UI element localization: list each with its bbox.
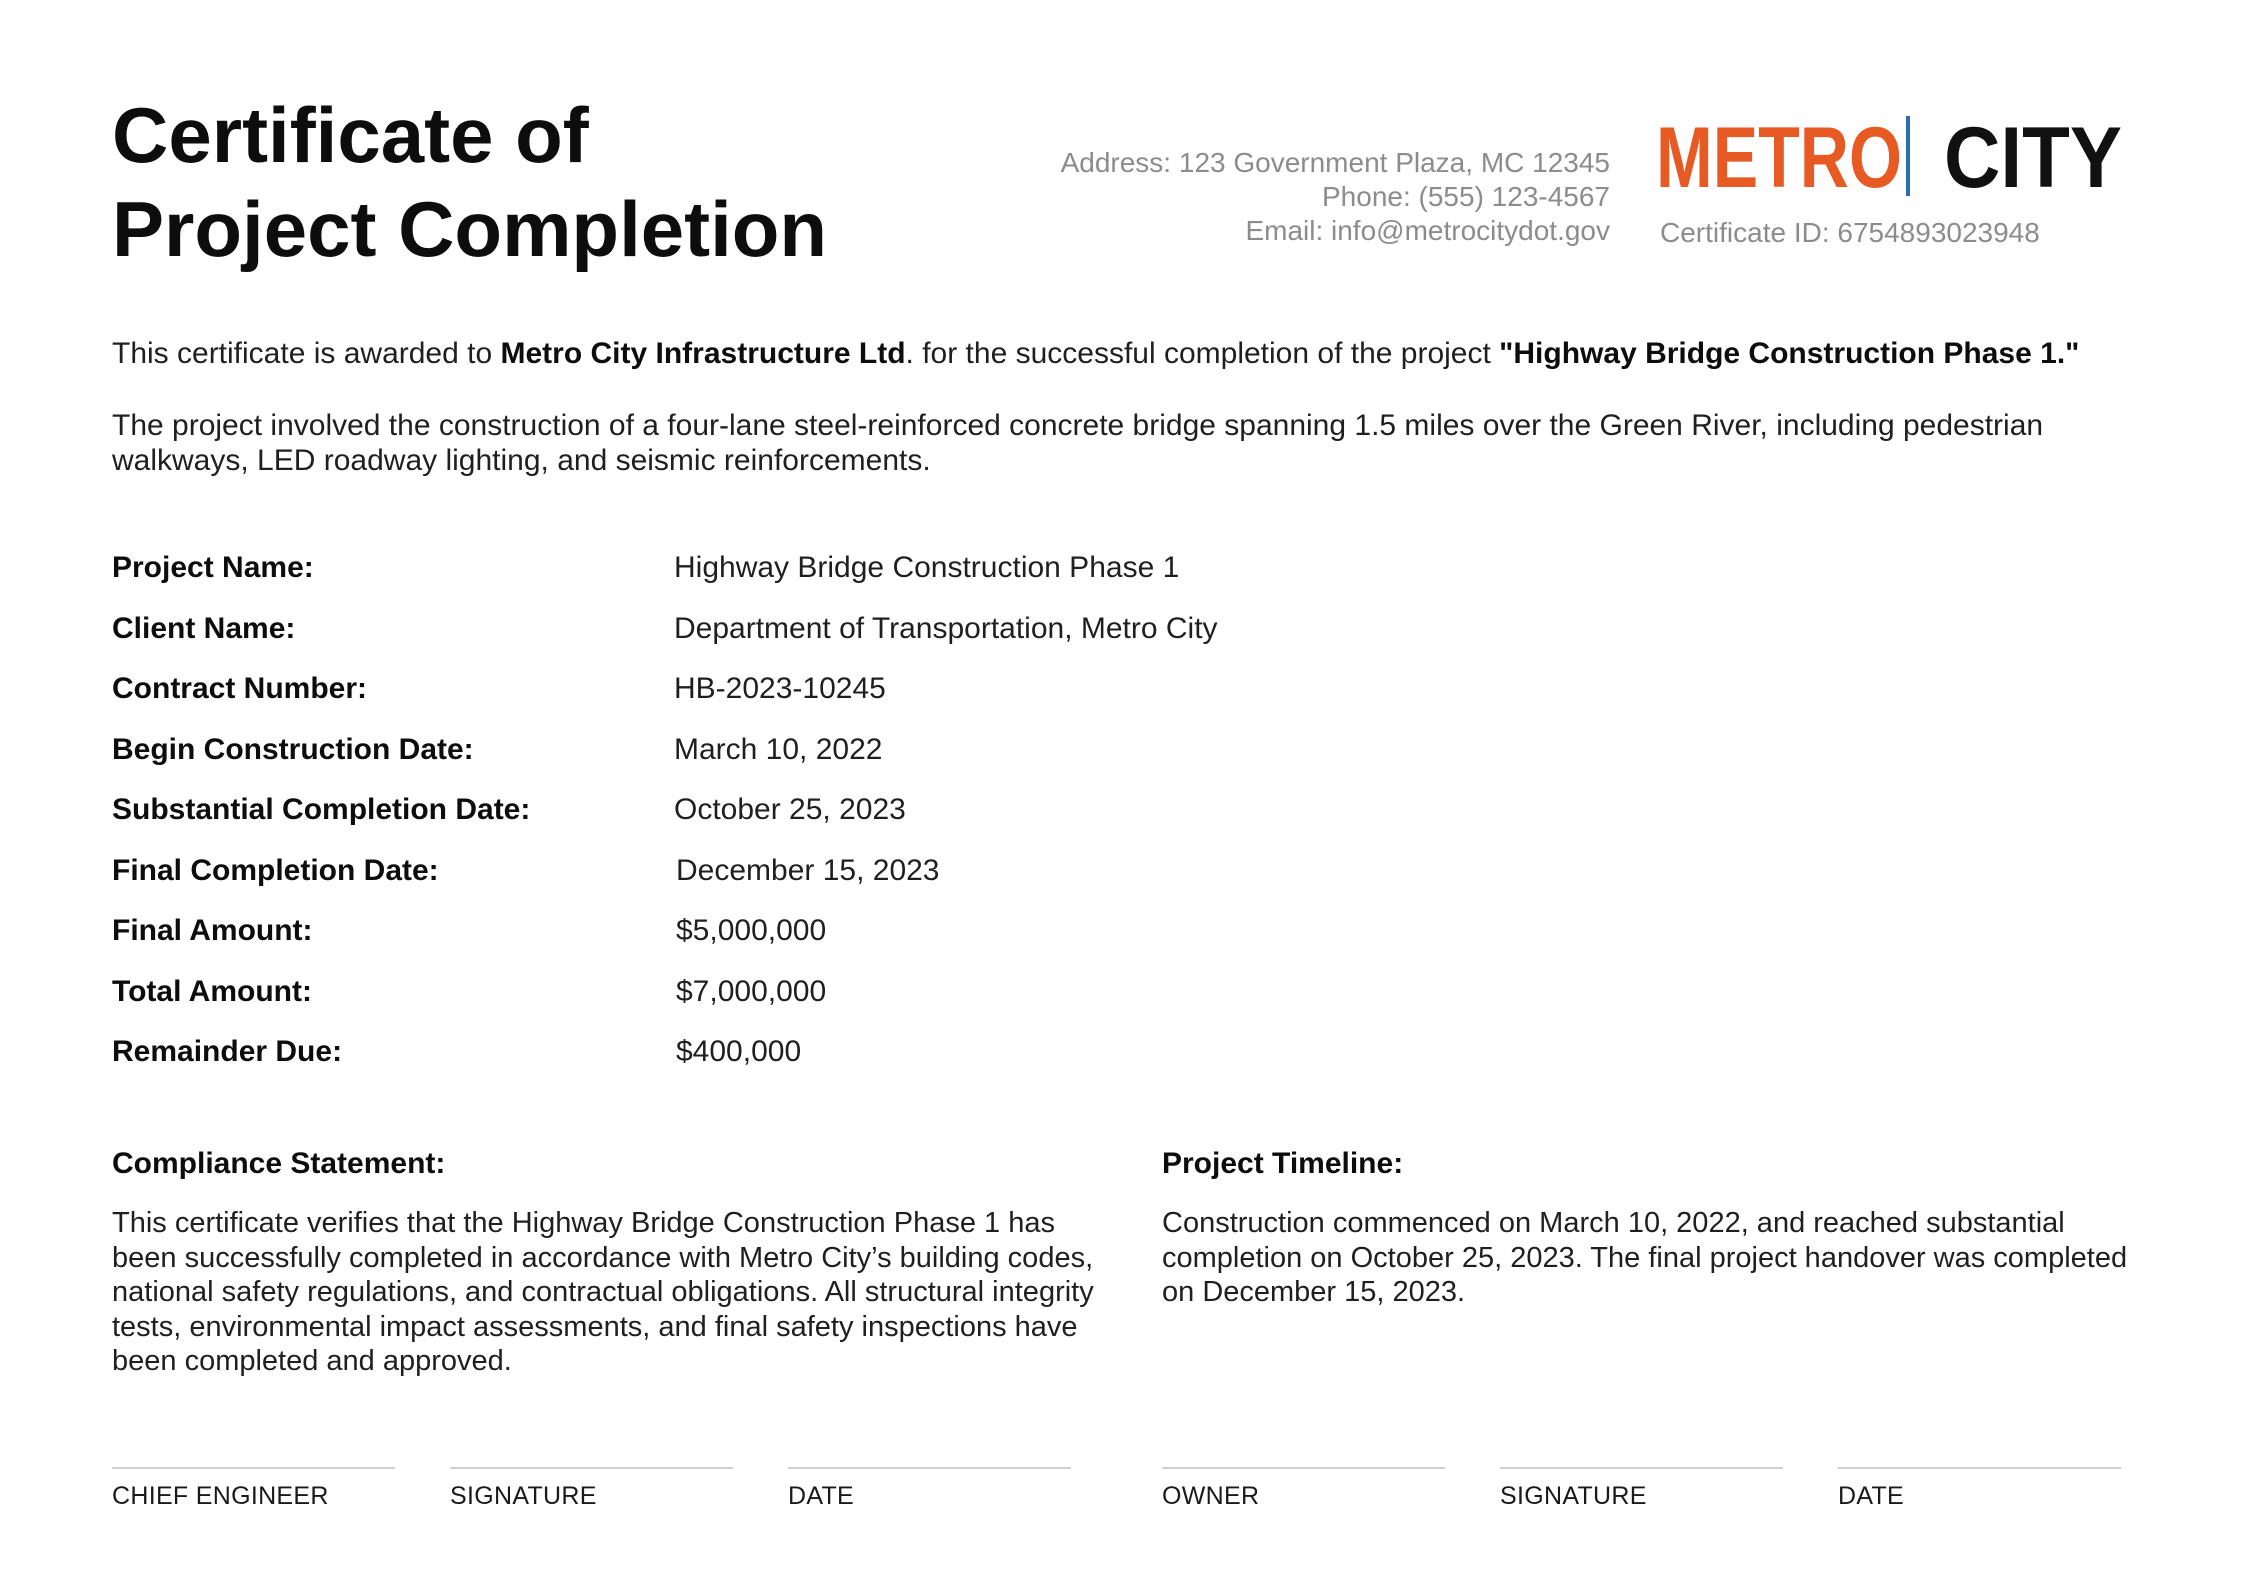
- signature-label: SIGNATURE: [1500, 1482, 1647, 1510]
- detail-label: Final Amount:: [112, 914, 313, 947]
- compliance-heading: Compliance Statement:: [112, 1147, 446, 1180]
- compliance-body: This certificate verifies that the Highway Bridge Construction Phase 1 has been successfully completed in accordance with Metro City’s building codes, national safety regulations, and contractual obligations. All structural integrity tests, environmental impact assessments, and final safety inspections have been completed and approved.: [112, 1207, 1094, 1377]
- signature-line-engineer-date: [788, 1467, 1071, 1511]
- awardee-name: Metro City Infrastructure Ltd: [500, 337, 906, 370]
- award-text-a: This certificate is awarded to: [112, 337, 501, 370]
- detail-value: $400,000: [676, 1035, 802, 1068]
- signature-label: DATE: [1838, 1482, 1905, 1510]
- detail-value: October 25, 2023: [674, 793, 906, 826]
- detail-label: Total Amount:: [112, 974, 312, 1008]
- detail-row: [112, 611, 1312, 672]
- detail-value: March 10, 2022: [674, 732, 883, 766]
- project-quote: "Highway Bridge Construction Phase 1.": [1499, 337, 2080, 370]
- signature-line-engineer-signature: [450, 1467, 733, 1511]
- detail-label: Client Name:: [112, 611, 296, 645]
- signature-line-owner-date: [1838, 1467, 2121, 1511]
- contact-block: [1061, 146, 1610, 248]
- detail-label: Contract Number:: [112, 672, 368, 705]
- detail-label: Project Name:: [112, 551, 314, 584]
- certificate-id: Certificate ID: 6754893023948: [1660, 217, 2040, 248]
- detail-row: [112, 853, 1312, 914]
- title-line-2: Project Completion: [112, 185, 828, 273]
- detail-label: Remainder Due:: [112, 1035, 343, 1068]
- logo-word-city: CITY: [1944, 114, 2122, 198]
- detail-label: Substantial Completion Date:: [112, 793, 531, 826]
- detail-row: [112, 1034, 1312, 1095]
- signature-label: OWNER: [1162, 1482, 1260, 1510]
- project-description: The project involved the construction of a four-lane steel-reinforced concrete bridge spanning 1.5 miles over the Green River, including pedestrian walkways, LED roadway lighting, and seismic reinforcements.: [112, 409, 2044, 477]
- detail-value: December 15, 2023: [676, 853, 940, 887]
- award-statement: [112, 336, 2172, 371]
- signature-line-owner: [1162, 1467, 1445, 1511]
- title-line-1: Certificate of: [112, 91, 589, 179]
- detail-row: [112, 792, 1312, 853]
- signature-line-owner-signature: [1500, 1467, 1783, 1511]
- contact-email: Email: info@metrocitydot.gov: [1245, 215, 1610, 246]
- project-details-table: [112, 550, 1312, 1095]
- detail-row: [112, 671, 1312, 732]
- logo-divider-bar: [1906, 116, 1910, 196]
- timeline-heading: Project Timeline:: [1162, 1147, 1404, 1180]
- detail-label: Begin Construction Date:: [112, 732, 474, 766]
- signature-line-chief-engineer: [112, 1467, 395, 1511]
- detail-row: [112, 732, 1312, 793]
- award-text-b: . for the successful completion of the project: [905, 337, 1500, 370]
- detail-value: $5,000,000: [676, 914, 827, 947]
- detail-row: [112, 974, 1312, 1035]
- detail-row: [112, 913, 1312, 974]
- signature-label: CHIEF ENGINEER: [112, 1482, 329, 1510]
- contact-phone: Phone: (555) 123-4567: [1322, 181, 1610, 212]
- detail-value: Highway Bridge Construction Phase 1: [674, 551, 1180, 584]
- detail-label: Final Completion Date:: [112, 853, 439, 887]
- signature-label: DATE: [788, 1482, 855, 1510]
- detail-value: HB-2023-10245: [674, 672, 886, 705]
- logo-word-metro: METRO: [1656, 114, 1902, 198]
- contact-address: Address: 123 Government Plaza, MC 12345: [1060, 147, 1610, 178]
- timeline-body: Construction commenced on March 10, 2022, and reached substantial completion on October 25, 2023. The final project handover was completed on December 15, 2023.: [1162, 1207, 2128, 1308]
- metro-city-logo: [1656, 114, 2126, 198]
- detail-value: Department of Transportation, Metro City: [674, 611, 1218, 645]
- page-title: [112, 88, 827, 276]
- detail-row: [112, 550, 1312, 611]
- signature-label: SIGNATURE: [450, 1482, 597, 1510]
- detail-value: $7,000,000: [676, 974, 827, 1008]
